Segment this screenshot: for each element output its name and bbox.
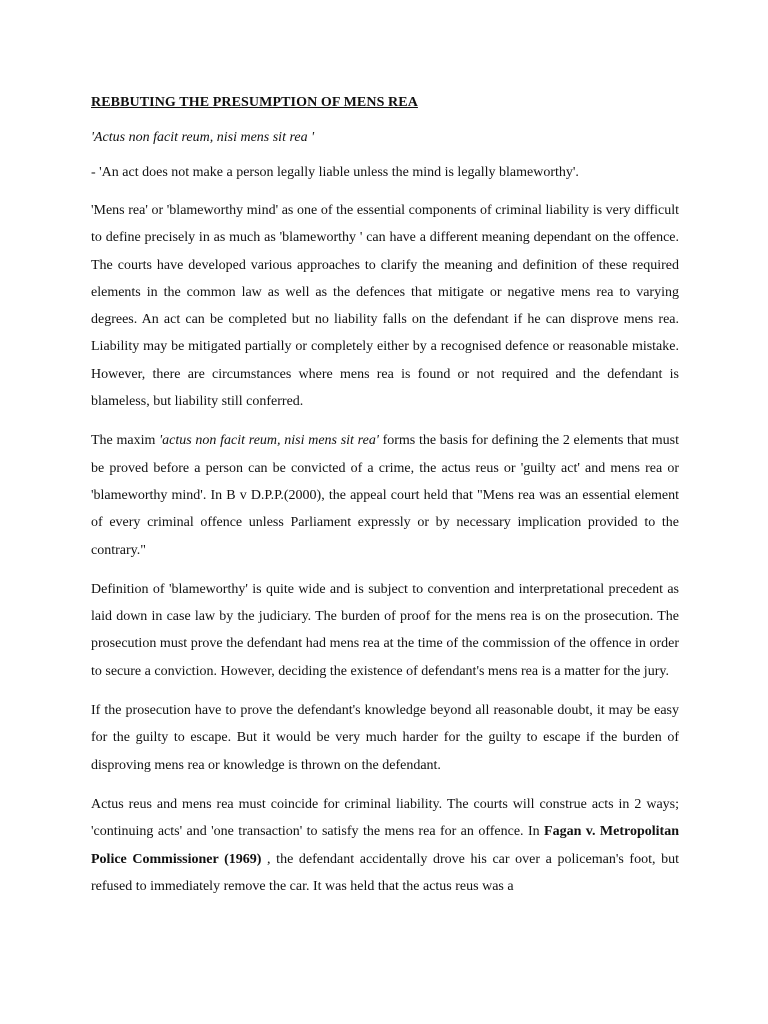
- paragraph-maxim-elements: [91, 427, 679, 563]
- latin-maxim: 'Actus non facit reum, nisi mens sit rea ': [91, 130, 315, 145]
- paragraph-prosecution-knowledge: If the prosecution have to prove the defendant's knowledge beyond all reasonable doubt, it may be easy for the guilty to escape. But it would be very much harder for the guilty to escape if the burden of disproving mens rea or knowledge is thrown on the defendant.: [91, 703, 679, 773]
- paragraph-text: Actus reus and mens rea must coincide for criminal liability. The courts will construe acts in 2 ways; 'continuing acts' and 'one transaction' to satisfy the mens rea for an offence. In: [91, 796, 679, 840]
- paragraph-burden-of-proof: Definition of 'blameworthy' is quite wide and is subject to convention and interpretational precedent as laid down in case law by the judiciary. The burden of proof for the mens rea is on the prosecution. The prosecution must prove the defendant had mens rea at the time of the commission of the offence in order to secure a conviction. However, deciding the existence of defendant's mens rea is a matter for the jury.: [91, 581, 679, 679]
- document-title: REBBUTING THE PRESUMPTION OF MENS REA: [91, 95, 418, 110]
- paragraph-text: , the defendant accidentally drove his car over a policeman's foot, but refused to immediately remove the car. It was held that the actus reus was a: [91, 851, 680, 894]
- paragraph-text: forms the basis for defining the 2 elements that must be proved before a person can be convicted of a crime, the actus reus or 'guilty act' and mens rea or 'blameworthy mind'. In B v D.P.P.(2000), the appeal court held that "Mens rea was an essential element of every criminal offence unless Parliament expressly or by necessary implication provided to the contrary.": [91, 433, 680, 558]
- paragraph-mens-rea-definition: 'Mens rea' or 'blameworthy mind' as one of the essential components of criminal liability is very difficult to define precisely in as much as 'blameworthy ' can have a different meaning dependant on the offence. The courts have developed various approaches to clarify the meaning and definition of these required elements in the common law as well as the defences that mitigate or negative mens rea to varying degrees. An act can be completed but no liability falls on the defendant if he can disprove mens rea. Liability may be mitigated partially or completely either by a recognised defence or reasonable mistake. However, there are circumstances where mens rea is found or not required and the defendant is blameless, but liability still conferred.: [91, 203, 679, 410]
- maxim-translation: - 'An act does not make a person legally liable unless the mind is legally blameworthy'.: [91, 165, 579, 180]
- paragraph-coincidence: [91, 791, 679, 900]
- document-body: [91, 93, 679, 912]
- paragraph-text: The maxim: [91, 433, 160, 449]
- case-citation: Fagan v. Metropolitan Police Commissioner (1969): [91, 824, 679, 867]
- inline-maxim: 'actus non facit reum, nisi mens sit rea': [159, 433, 379, 449]
